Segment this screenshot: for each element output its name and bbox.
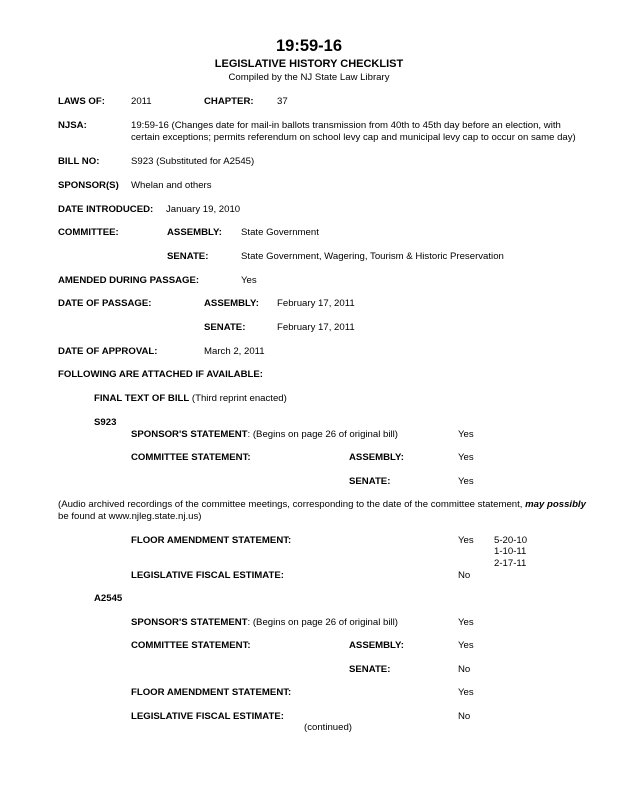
s923-fiscal-estimate-value: No: [458, 570, 471, 581]
a2545-fiscal-estimate-value: No: [458, 711, 471, 722]
date-introduced-label: DATE INTRODUCED:: [58, 204, 154, 215]
a2545-sponsor-statement-label: SPONSOR'S STATEMENT: [131, 617, 248, 628]
njsa-description-line2: certain exceptions; permits referendum on school levy cap and municipal levy cap to occur on same day): [131, 132, 576, 143]
bill-no-label: BILL NO:: [58, 156, 100, 167]
a2545-committee-statement-label: COMMITTEE STATEMENT:: [131, 640, 251, 651]
passage-assembly-value: February 17, 2011: [277, 298, 355, 309]
sponsor-value: Whelan and others: [131, 180, 212, 191]
s923-floor-amendment-value: Yes: [458, 535, 474, 546]
passage-senate-value: February 17, 2011: [277, 322, 355, 333]
final-text-label: FINAL TEXT OF BILL: [94, 393, 190, 404]
audio-note-part1: (Audio archived recordings of the committee meetings, corresponding to the date of the committee statement,: [58, 499, 526, 510]
committee-label: COMMITTEE:: [58, 227, 119, 238]
committee-assembly-label: ASSEMBLY:: [167, 227, 222, 238]
amended-label: AMENDED DURING PASSAGE:: [58, 275, 200, 286]
a2545-floor-amendment-value: Yes: [458, 687, 474, 698]
njsa-description-line1: 19:59-16 (Changes date for mail-in ballots transmission from 40th to 45th day before an election, with: [131, 120, 561, 131]
committee-senate-label: SENATE:: [167, 251, 209, 262]
sponsor-label: SPONSOR(S): [58, 180, 119, 191]
s923-sponsor-statement: [131, 429, 398, 440]
a2545-heading: A2545: [94, 593, 123, 604]
final-text-line: [94, 393, 287, 404]
attached-heading: FOLLOWING ARE ATTACHED IF AVAILABLE:: [58, 369, 263, 380]
njsa-label: NJSA:: [58, 120, 87, 131]
s923-fiscal-estimate-label: LEGISLATIVE FISCAL ESTIMATE:: [131, 570, 284, 581]
s923-floor-date-2: 1-10-11: [494, 546, 527, 557]
a2545-sponsor-statement-note: : (Begins on page 26 of original bill): [247, 617, 398, 628]
a2545-senate-label: SENATE:: [349, 664, 391, 675]
s923-senate-label: SENATE:: [349, 476, 391, 487]
passage-assembly-label: ASSEMBLY:: [204, 298, 259, 309]
s923-floor-date-3: 2-17-11: [494, 558, 527, 569]
s923-committee-statement-label: COMMITTEE STATEMENT:: [131, 452, 251, 463]
s923-senate-value: Yes: [458, 476, 474, 487]
a2545-sponsor-statement: [131, 617, 398, 628]
committee-assembly-value: State Government: [241, 227, 319, 238]
document-title: LEGISLATIVE HISTORY CHECKLIST: [214, 58, 404, 70]
chapter-label: CHAPTER:: [204, 96, 254, 107]
s923-sponsor-statement-note: : (Begins on page 26 of original bill): [247, 429, 398, 440]
final-text-note: (Third reprint enacted): [191, 393, 287, 404]
laws-of-label: LAWS OF:: [58, 96, 105, 107]
s923-heading: S923: [94, 417, 117, 428]
date-introduced-value: January 19, 2010: [166, 204, 241, 215]
date-approval-label: DATE OF APPROVAL:: [58, 346, 158, 357]
passage-senate-label: SENATE:: [204, 322, 246, 333]
laws-of-value: 2011: [131, 96, 152, 107]
a2545-sponsor-statement-value: Yes: [458, 617, 474, 628]
s923-sponsor-statement-value: Yes: [458, 429, 474, 440]
a2545-assembly-label: ASSEMBLY:: [349, 640, 404, 651]
date-approval-value: March 2, 2011: [204, 346, 265, 357]
committee-senate-value: State Government, Wagering, Tourism & Historic Preservation: [241, 251, 504, 262]
s923-floor-date-1: 5-20-10: [494, 535, 528, 546]
bill-no-value: S923 (Substituted for A2545): [131, 156, 255, 167]
law-number-title: 19:59-16: [275, 37, 343, 55]
a2545-senate-value: No: [458, 664, 471, 675]
audio-note-emphasis: may possibly: [525, 499, 586, 510]
a2545-fiscal-estimate-label: LEGISLATIVE FISCAL ESTIMATE:: [131, 711, 284, 722]
s923-assembly-value: Yes: [458, 452, 474, 463]
audio-note-part2: be found at www.njleg.state.nj.us): [58, 511, 202, 522]
date-passage-label: DATE OF PASSAGE:: [58, 298, 152, 309]
s923-assembly-label: ASSEMBLY:: [349, 452, 404, 463]
amended-value: Yes: [241, 275, 257, 286]
a2545-floor-amendment-label: FLOOR AMENDMENT STATEMENT:: [131, 687, 292, 698]
compiled-by: Compiled by the NJ State Law Library: [228, 72, 390, 83]
audio-archive-note: [58, 499, 606, 523]
s923-sponsor-statement-label: SPONSOR'S STATEMENT: [131, 429, 248, 440]
s923-floor-amendment-label: FLOOR AMENDMENT STATEMENT:: [131, 535, 292, 546]
continued-note: (continued): [304, 722, 352, 733]
a2545-assembly-value: Yes: [458, 640, 474, 651]
chapter-value: 37: [277, 96, 288, 107]
